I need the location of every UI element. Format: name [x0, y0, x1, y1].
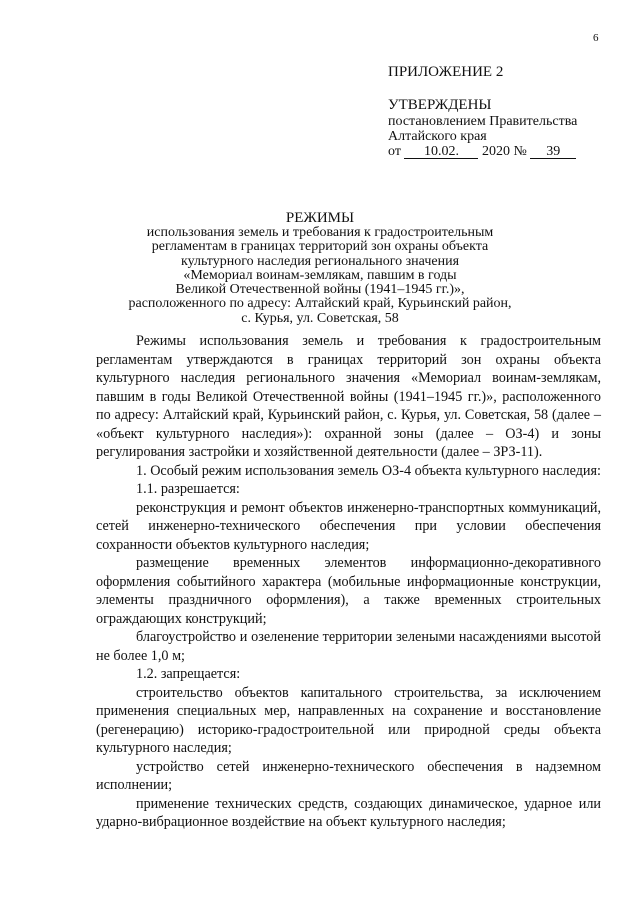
approval-date-line: [388, 144, 577, 159]
approval-heading: УТВЕРЖДЕНЫ: [388, 97, 492, 113]
body-paragraph: размещение временных элементов информационно-декоративного оформления событийного характера (мобильные информационные конструкции, элементы праздничного оформления), а также временных строительных ограждающих конструкций;: [96, 555, 601, 627]
page-number: 6: [593, 32, 599, 44]
subtitle-line: с. Курья, ул. Советская, 58: [241, 310, 399, 326]
approval-line-1: постановлением Правительства: [388, 114, 578, 129]
body-paragraph: реконструкция и ремонт объектов инженерно-транспортных коммуникаций, сетей инженерно-технического обеспечения при условии обеспечения сохранности объектов культурного наследия;: [96, 499, 601, 553]
approval-line-2: Алтайского края: [388, 129, 487, 144]
subtitle-line: «Мемориал воинам-землякам, павшим в годы: [183, 267, 457, 283]
subtitle-line: Великой Отечественной войны (1941–1945 гг.)»,: [175, 282, 465, 298]
section-heading: 1. Особый режим использования земель ОЗ-4 объекта культурного наследия:: [136, 462, 601, 479]
subtitle-line: регламентам в границах территорий зон охраны объекта: [151, 239, 489, 255]
document-body: [96, 332, 601, 832]
document-title: РЕЖИМЫ: [285, 210, 355, 226]
subtitle-line: расположенного по адресу: Алтайский край, Курьинский район,: [128, 296, 512, 312]
appendix-label: ПРИЛОЖЕНИЕ 2: [388, 64, 504, 80]
body-paragraph: устройство сетей инженерно-технического обеспечения в надземном исполнении;: [96, 758, 601, 793]
approval-date-prefix: от: [388, 144, 401, 159]
subsection-heading: 1.2. запрещается:: [136, 666, 241, 682]
intro-paragraph: Режимы использования земель и требования к градостроительным регламентам утверждаются в границах территорий зон охраны объекта культурного наследия регионального значения «Мемориал воинам-землякам, павшим в годы Великой Отечественной войны (1941–1945 гг.)», расположенного по адресу: Алтайский край, Курьинский район, с. Курья, ул. Советская, 58 (далее – «объект культурного наследия»): охранной зоны (далее – ОЗ-4) и зоны регулирования застройки и хозяйственной деятельности (далее – ЗРЗ-11).: [96, 333, 601, 460]
approval-date: 10.02.: [404, 145, 478, 159]
subsection-heading: 1.1. разрешается:: [136, 481, 240, 497]
subtitle-line: культурного наследия регионального значения: [180, 253, 460, 269]
approval-block: [388, 98, 577, 159]
approval-number: 39: [530, 145, 576, 159]
body-paragraph: строительство объектов капитального строительства, за исключением применения специальных мер, направленных на сохранение и восстановление (регенерацию) историко-градостроительной или природной среды объекта культурного наследия;: [96, 684, 601, 756]
body-paragraph: благоустройство и озеленение территории зелеными насаждениями высотой не более 1,0 м;: [96, 629, 601, 664]
subtitle-line: использования земель и требования к градостроительным: [146, 225, 494, 240]
body-paragraph: применение технических средств, создающих динамическое, ударное или ударно-вибрационное воздействие на объект культурного наследия;: [96, 795, 601, 830]
approval-year: 2020 №: [481, 144, 527, 159]
document-subtitle: [100, 226, 540, 326]
